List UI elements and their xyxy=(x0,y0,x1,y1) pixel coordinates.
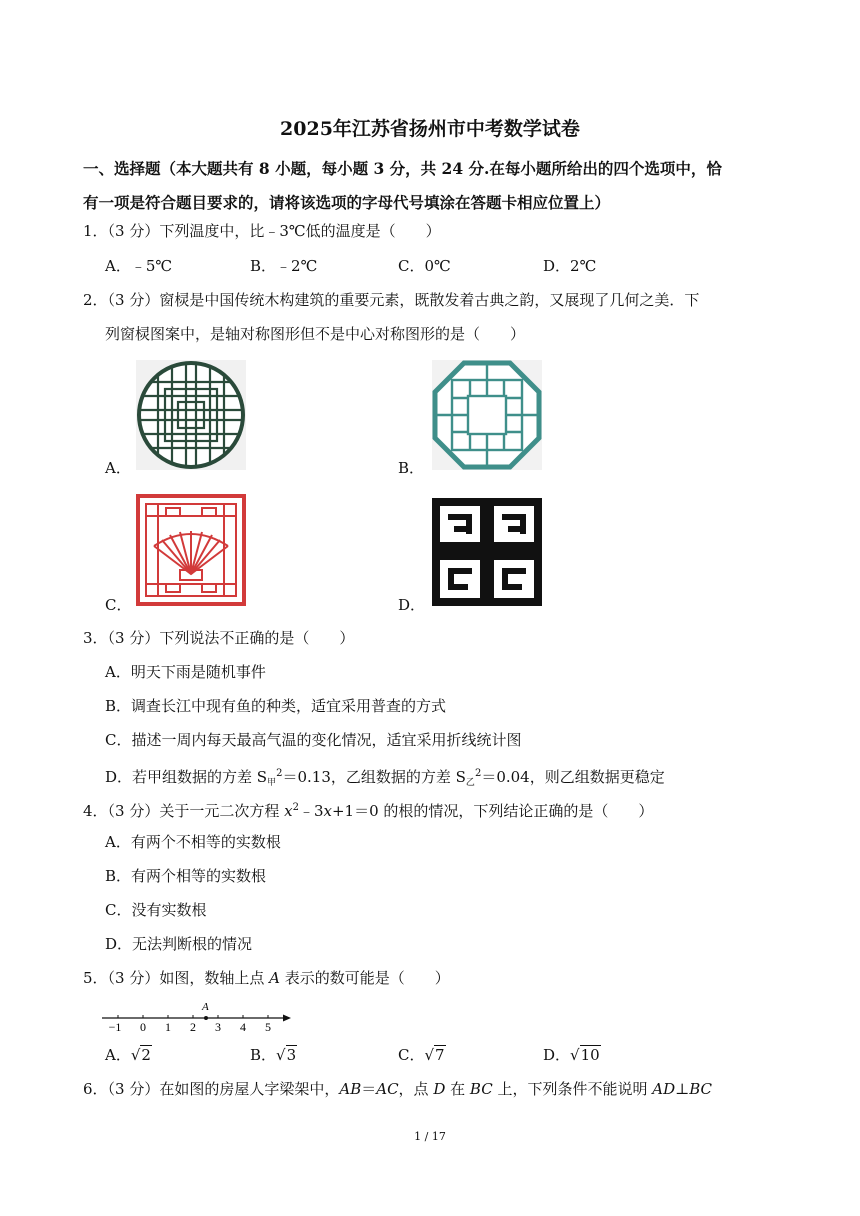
q5-a-radicand: 2 xyxy=(141,1046,151,1064)
q6-perp: ⊥ xyxy=(675,1080,690,1098)
q4-stem-c: +1＝0 的根的情况，下列结论正确的是（ ） xyxy=(331,802,654,820)
q6-stem-b: ，点 xyxy=(398,1080,434,1098)
q1-option-a: A．﹣5℃ xyxy=(105,257,173,275)
question-6-stem xyxy=(83,1079,712,1099)
question-4-stem xyxy=(83,798,653,821)
q5-d-radicand: 10 xyxy=(580,1046,600,1064)
q3-d-sq2: 2 xyxy=(474,768,482,779)
q6-ab: AB xyxy=(339,1080,362,1098)
tick-label-2: 2 xyxy=(190,1020,196,1034)
q2-label-c: C． xyxy=(105,596,132,614)
q2-label-d: D． xyxy=(398,596,426,614)
q5-option-c xyxy=(398,1045,446,1065)
q6-bc: BC xyxy=(469,1080,493,1098)
q5-d-letter: D． xyxy=(543,1046,571,1064)
window-lattice-round-image xyxy=(136,360,246,470)
q3-d-end: ＝0.04，则乙组数据更稳定 xyxy=(481,768,665,786)
q4-var-x2: x xyxy=(323,802,332,820)
page-title: 2025年江苏省扬州市中考数学试卷 xyxy=(280,118,580,140)
q5-b-letter: B． xyxy=(250,1046,277,1064)
sqrt-icon: √2 xyxy=(130,1046,151,1064)
q6-eq: ＝ xyxy=(361,1080,377,1098)
tick-label-0: 0 xyxy=(140,1020,146,1034)
number-line-point-a xyxy=(204,1016,208,1020)
q6-d: D xyxy=(433,1080,446,1098)
q5-option-b xyxy=(250,1045,297,1065)
q6-stem-d: 上，下列条件不能说明 xyxy=(492,1080,653,1098)
q4-option-a: A．有两个不相等的实数根 xyxy=(105,833,281,851)
window-lattice-key-pattern-image xyxy=(432,498,542,606)
sqrt-icon: √7 xyxy=(424,1046,445,1064)
number-line-figure xyxy=(100,998,295,1034)
q4-sq: 2 xyxy=(292,802,299,813)
q3-option-a: A．明天下雨是随机事件 xyxy=(105,663,266,681)
q3-d-sub-yi: 乙 xyxy=(465,778,475,788)
q6-stem-a: 6．（3 分）在如图的房屋人字梁架中， xyxy=(83,1080,340,1098)
q5-stem-a: 5．（3 分）如图，数轴上点 xyxy=(83,969,270,987)
page-number: 1 / 17 xyxy=(414,1130,446,1143)
sqrt-icon: √10 xyxy=(570,1046,600,1064)
q1-option-b: B．﹣2℃ xyxy=(250,257,318,275)
q5-stem-b: 表示的数可能是（ ） xyxy=(279,969,450,987)
q4-option-c: C．没有实数根 xyxy=(105,901,207,919)
tick-label-3: 3 xyxy=(215,1020,221,1034)
question-1-stem: 1．（3 分）下列温度中，比﹣3℃低的温度是（ ） xyxy=(83,222,441,240)
q3-d-prefix: D．若甲组数据的方差 S xyxy=(105,768,268,786)
tick-label-1: 1 xyxy=(165,1020,171,1034)
q3-d-sq1: 2 xyxy=(276,768,283,779)
q4-stem-b: ﹣3 xyxy=(298,802,324,820)
q4-stem-a: 4．（3 分）关于一元二次方程 xyxy=(83,802,285,820)
number-line-label-a: A xyxy=(202,1001,209,1013)
q5-option-a xyxy=(105,1045,152,1065)
section-line-2: 有一项是符合题目要求的，请将该选项的字母代号填涂在答题卡相应位置上） xyxy=(83,193,611,212)
q5-b-radicand: 3 xyxy=(286,1046,297,1064)
q5-a-letter: A． xyxy=(105,1046,131,1064)
q4-var-x: x xyxy=(284,802,293,820)
window-lattice-octagon-image xyxy=(432,360,542,470)
tick-label-5: 5 xyxy=(265,1020,271,1034)
question-5-stem xyxy=(83,968,450,988)
q5-option-d xyxy=(543,1045,601,1065)
q6-stem-c: 在 xyxy=(445,1080,470,1098)
q2-label-b: B． xyxy=(398,459,425,477)
q3-option-d xyxy=(105,764,665,793)
q3-option-c: C．描述一周内每天最高气温的变化情况，适宜采用折线统计图 xyxy=(105,731,522,749)
q5-c-letter: C． xyxy=(398,1046,425,1064)
sqrt-icon: √3 xyxy=(276,1046,297,1064)
window-lattice-fan-image xyxy=(136,494,246,606)
q3-option-b: B．调查长江中现有鱼的种类，适宜采用普查的方式 xyxy=(105,697,447,715)
q4-option-b: B．有两个相等的实数根 xyxy=(105,867,267,885)
tick-label-neg1: −1 xyxy=(108,1020,122,1034)
q6-ac: AC xyxy=(376,1080,399,1098)
section-header xyxy=(83,152,783,220)
question-3-stem: 3．（3 分）下列说法不正确的是（ ） xyxy=(83,629,355,647)
question-2-stem-line2: 列窗棂图案中，是轴对称图形但不是中心对称图形的是（ ） xyxy=(105,325,526,343)
question-2-stem-line1: 2．（3 分）窗棂是中国传统木构建筑的重要元素，既散发着古典之韵，又展现了几何之美．下 xyxy=(83,291,700,309)
q5-c-radicand: 7 xyxy=(435,1046,445,1064)
q6-bc2: BC xyxy=(689,1080,712,1098)
q2-label-a: A． xyxy=(105,459,131,477)
tick-label-4: 4 xyxy=(240,1020,246,1034)
q4-option-d: D．无法判断根的情况 xyxy=(105,935,253,953)
q1-option-c: C．0℃ xyxy=(398,257,451,275)
q1-option-d: D．2℃ xyxy=(543,257,597,275)
section-line-1: 一、选择题（本大题共有 8 小题，每小题 3 分，共 24 分.在每小题所给出的四个选项中，恰 xyxy=(83,159,722,178)
q5-point-a: A xyxy=(269,969,280,987)
q3-d-sub-jia: 甲 xyxy=(267,778,277,788)
q6-ad: AD xyxy=(652,1080,676,1098)
q3-d-mid: ＝0.13，乙组数据的方差 S xyxy=(282,768,466,786)
